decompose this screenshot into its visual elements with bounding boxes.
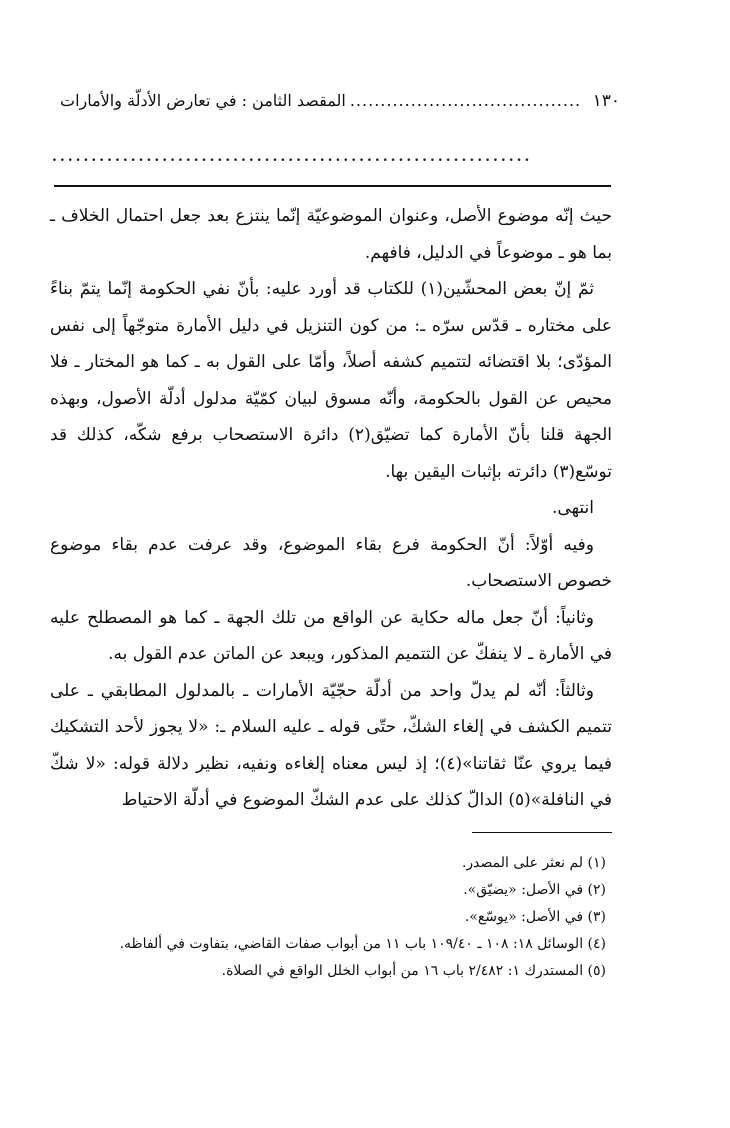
paragraph: انتهى. [552,498,594,518]
footnote: (١) لم نعثر على المصدر. [461,855,606,871]
section-title: المقصد الثامن : في تعارض الأدلّة والأمارات [60,91,346,110]
footnote-rule [472,832,612,833]
footnotes [50,850,612,985]
paragraph: وثالثاً: أنّه لم يدلّ واحد من أدلّة حجّيّة الأمارات ـ بالمدلول المطابقي ـ على تتميم الكشف في إلغاء الشكّ، حتّى قوله ـ عليه السلام ـ: «لا يجوز لأحد التشكيك فيما يروي عنّا ثقاتنا»(٤)؛ إذ ليس معناه إلغاءه ونفيه، نظير دلالة قوله: «لا شكّ في النافلة»(٥) الدالّ كذلك على عدم الشكّ الموضوع في أدلّة الاحتياط [50,680,612,810]
main-text [50,198,612,819]
page-number: ١٣٠ [592,91,620,111]
footnote: (٢) في الأصل: «يضيّق». [463,882,606,898]
paragraph: وفيه أوّلاً: أنّ الحكومة فرع بقاء الموضوع، وقد عرفت عدم بقاء موضوع خصوص الاستصحاب. [50,534,612,591]
footnote: (٤) الوسائل ١٨: ١٠٨ ـ ١٠٩/٤٠ باب ١١ من أبواب صفات القاضي، بتفاوت في ألفاظه. [119,936,606,952]
dotted-separator: ............................................................. [52,150,533,164]
footnote: (٥) المستدرك ١: ٢/٤٨٢ باب ١٦ من أبواب الخلل الواقع في الصلاة. [221,963,606,979]
paragraph: وثانياً: أنّ جعل ماله حكاية عن الواقع من تلك الجهة ـ كما هو المصطلح عليه في الأمارة ـ لا ينفكّ عن التتميم المذكور، ويبعد عن الماتن عدم القول به. [50,607,612,664]
header-leader-dots: ...................................... [349,91,582,110]
header-rule [54,185,611,187]
footnote: (٣) في الأصل: «يوسّع». [464,909,606,925]
paragraph: حيث إنّه موضوع الأصل، وعنوان الموضوعيّة إنّما ينتزع بعد جعل احتمال الخلاف ـ بما هو ـ موضوعاً في الدليل، فافهم. [50,206,612,263]
running-header [60,88,620,114]
paragraph: ثمّ إنّ بعض المحشّين(١) للكتاب قد أورد عليه: بأنّ نفي الحكومة إنّما يتمّ بناءً على مختاره ـ قدّس سرّه ـ: من كون التنزيل في دليل الأمارة متوجّهاً إلى نفس المؤدّى؛ بلا اقتضائه لتتميم كشفه أصلاً، وأمّا على القول به ـ كما هو المختار ـ فلا محيص عن القول بالحكومة، وأنّه مسوق لبيان كمّيّة مدلول أدلّة الأصول، وبهذه الجهة قلنا بأنّ الأمارة كما تضيّق(٢) دائرة الاستصحاب برفع شكّه، كذلك قد توسّع(٣) دائرته بإثبات اليقين بها. [50,279,613,482]
